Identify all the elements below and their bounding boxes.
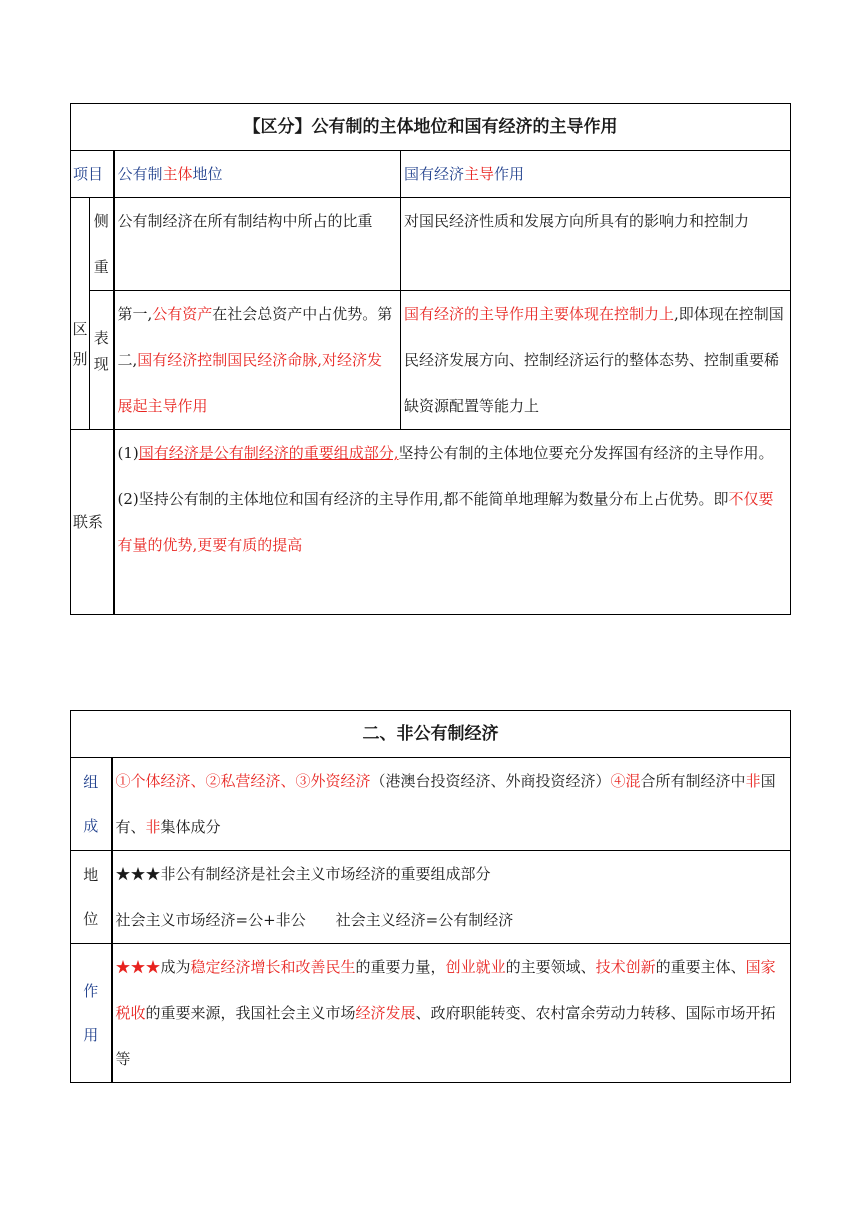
header-item: 项目 <box>71 151 114 198</box>
link-content: (1)国有经济是公有制经济的重要组成部分,坚持公有制的主体地位要充分发挥国有经济的主导作用。 (2)坚持公有制的主体地位和国有经济的主导作用,都不能简单地理解为数量分布上占优势。即不仅要有量的优势,更要有质的提高 <box>114 430 791 615</box>
link-label: 联系 <box>71 430 114 615</box>
group-label-distinction: 区 别 <box>71 198 90 430</box>
focus-label: 侧 重 <box>90 198 114 291</box>
focus-public-ownership: 公有制经济在所有制结构中所占的比重 <box>114 198 401 291</box>
show-public-ownership: 第一,公有资产在社会总资产中占优势。第二,国有经济控制国民经济命脉,对经济发展起主导作用 <box>114 291 401 430</box>
composition-content: ①个体经济、②私营经济、③外资经济（港澳台投资经济、外商投资经济）④混合所有制经济中非国有、非集体成分 <box>112 758 791 851</box>
show-state-economy: 国有经济的主导作用主要体现在控制力上,即体现在控制国民经济发展方向、控制经济运行的整体态势、控制重要稀缺资源配置等能力上 <box>401 291 791 430</box>
table1-title: 【区分】公有制的主体地位和国有经济的主导作用 <box>71 104 791 151</box>
focus-state-economy: 对国民经济性质和发展方向所具有的影响力和控制力 <box>401 198 791 291</box>
distinction-table <box>70 103 791 615</box>
show-label: 表 现 <box>90 291 114 430</box>
composition-label: 组 成 <box>71 758 112 851</box>
table2-title: 二、非公有制经济 <box>71 711 791 758</box>
non-public-economy-table <box>70 710 791 1083</box>
header-col-a: 公有制主体地位 <box>114 151 401 198</box>
role-label: 作 用 <box>71 944 112 1083</box>
header-col-b: 国有经济主导作用 <box>401 151 791 198</box>
position-content: ★★★非公有制经济是社会主义市场经济的重要组成部分 社会主义市场经济=公+非公 社会主义经济=公有制经济 <box>112 851 791 944</box>
role-content: ★★★成为稳定经济增长和改善民生的重要力量，创业就业的主要领域、技术创新的重要主体、国家税收的重要来源，我国社会主义市场经济发展、政府职能转变、农村富余劳动力转移、国际市场开拓等 <box>112 944 791 1083</box>
position-label: 地 位 <box>71 851 112 944</box>
